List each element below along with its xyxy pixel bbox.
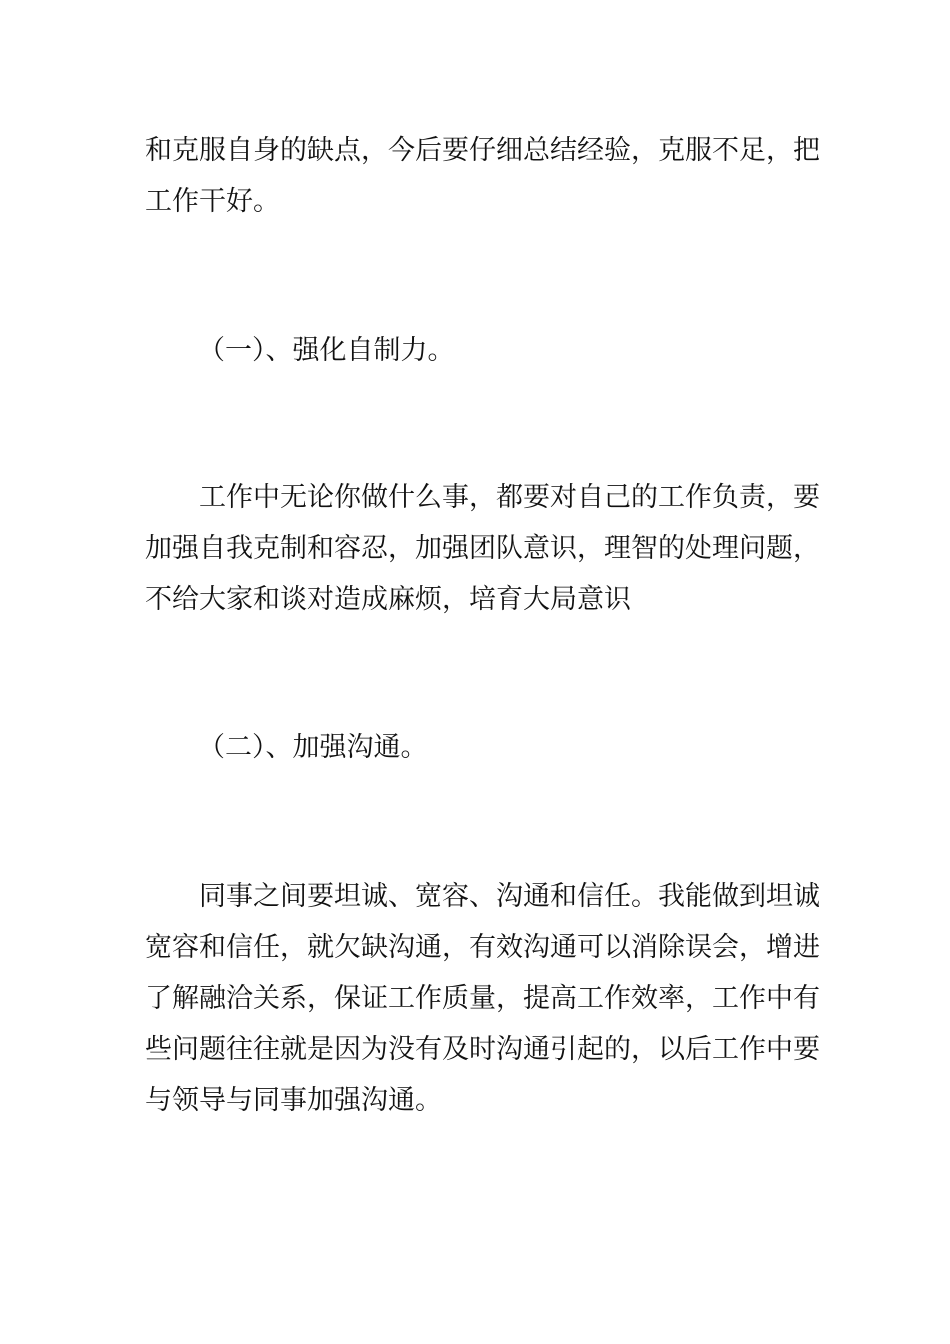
- paragraph-line: 宽容和信任，就欠缺沟通，有效沟通可以消除误会，增进: [145, 932, 820, 963]
- paragraph-line: 工作干好。: [145, 186, 280, 217]
- paragraph-continuation: [145, 125, 820, 227]
- paragraph-communication: [145, 871, 820, 1126]
- paragraph-line: 和克服自身的缺点，今后要仔细总结经验，克服不足，把: [145, 135, 820, 166]
- section-heading-2: （二）、加强沟通。: [198, 732, 428, 763]
- paragraph-line: 加强自我克制和容忍，加强团队意识，理智的处理问题，: [145, 533, 820, 564]
- paragraph-self-control: [145, 472, 820, 625]
- paragraph-line: 不给大家和谈对造成麻烦，培育大局意识: [145, 584, 631, 615]
- paragraph-line: 工作中无论你做什么事，都要对自己的工作负责，要: [199, 482, 820, 513]
- paragraph-line: 与领导与同事加强沟通。: [145, 1085, 442, 1116]
- paragraph-line: 同事之间要坦诚、宽容、沟通和信任。我能做到坦诚: [199, 881, 820, 912]
- paragraph-line: 些问题往往就是因为没有及时沟通引起的，以后工作中要: [145, 1034, 820, 1065]
- paragraph-line: 了解融洽关系，保证工作质量，提高工作效率，工作中有: [145, 983, 820, 1014]
- section-heading-1: （一）、强化自制力。: [198, 335, 455, 366]
